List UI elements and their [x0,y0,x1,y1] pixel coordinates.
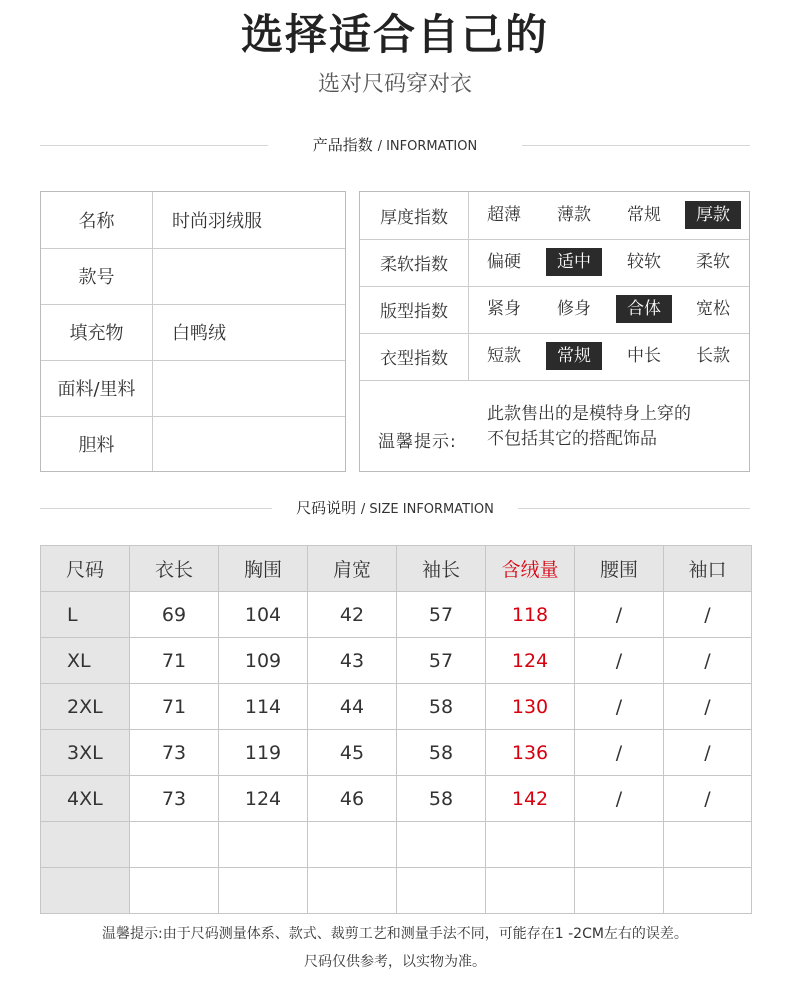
table-row [41,730,752,776]
size-cell: 4XL [41,776,130,822]
info-row [41,304,345,361]
table-cell: / [664,638,752,684]
index-option: 宽松 [696,299,730,319]
column-header: 腰围 [575,546,664,592]
info-key: 填充物 [41,304,153,360]
tip-text [487,402,691,452]
section-title: 产品指数 [312,136,373,154]
index-row-softness [360,239,749,287]
table-cell [308,868,397,914]
table-row [41,684,752,730]
index-option: 中长 [627,346,661,366]
table-cell: / [575,638,664,684]
table-cell [397,868,486,914]
table-cell: / [664,776,752,822]
info-key: 胆料 [41,416,153,471]
size-cell: XL [41,638,130,684]
table-cell [664,868,752,914]
table-cell: 43 [308,638,397,684]
info-value: 时尚羽绒服 [172,211,262,232]
index-option: 短款 [487,346,521,366]
table-cell: 45 [308,730,397,776]
info-row [41,416,345,471]
table-cell: 57 [397,638,486,684]
table-cell: 142 [486,776,575,822]
footer-note: 尺码仅供参考，以实物为准。 [304,954,486,970]
index-option-selected: 适中 [546,248,602,276]
index-option: 薄款 [557,205,591,225]
info-key: 面料/里料 [41,360,153,416]
section-title: 尺码说明 [296,499,357,517]
size-cell: L [41,592,130,638]
column-header: 袖口 [664,546,752,592]
index-option-selected: 厚款 [685,201,741,229]
table-cell [219,868,308,914]
table-cell: 136 [486,730,575,776]
index-row-length [360,333,749,381]
index-option: 修身 [557,299,591,319]
section-subtitle: / INFORMATION [377,139,478,154]
table-cell: 114 [219,684,308,730]
index-label: 衣型指数 [360,333,469,380]
table-row [41,868,752,914]
index-option: 超薄 [487,205,521,225]
index-option-selected: 合体 [616,295,672,323]
index-option: 偏硬 [487,252,521,272]
size-cell [41,822,130,868]
table-cell [308,822,397,868]
info-row [41,248,345,305]
table-cell: / [575,730,664,776]
section-subtitle: / SIZE INFORMATION [360,502,494,517]
table-cell: 58 [397,684,486,730]
info-key: 款号 [41,248,153,304]
index-option: 较软 [627,252,661,272]
table-cell [130,868,219,914]
footer-note: 温馨提示:由于尺码测量体系、款式、裁剪工艺和测量手法不同，可能存在1 -2CM左右的误差。 [102,926,688,942]
column-header: 尺码 [41,546,130,592]
column-header: 袖长 [397,546,486,592]
index-option: 长款 [696,346,730,366]
table-row [41,776,752,822]
table-cell: 69 [130,592,219,638]
tip-line: 此款售出的是模特身上穿的 [487,404,691,424]
table-row [41,822,752,868]
table-cell: / [575,684,664,730]
product-info-table [40,191,346,472]
table-cell [219,822,308,868]
index-row-fit [360,286,749,334]
table-cell: 42 [308,592,397,638]
size-table [40,545,752,914]
table-cell: 71 [130,684,219,730]
tip-label: 温馨提示: [378,432,457,452]
table-row [41,638,752,684]
info-key: 名称 [41,192,153,248]
table-cell: 119 [219,730,308,776]
table-row [41,592,752,638]
table-cell: 46 [308,776,397,822]
table-cell: 44 [308,684,397,730]
info-row [41,192,345,249]
size-cell [41,868,130,914]
table-cell [486,868,575,914]
size-section-header [40,498,750,518]
table-cell [575,868,664,914]
index-label: 柔软指数 [360,239,469,286]
index-label: 厚度指数 [360,192,469,239]
size-cell: 3XL [41,730,130,776]
table-cell: / [664,592,752,638]
product-index-table [359,191,750,472]
column-header-down-content: 含绒量 [486,546,575,592]
table-cell: 104 [219,592,308,638]
page-title: 选择适合自己的 [240,10,549,59]
table-cell: 58 [397,776,486,822]
column-header: 胸围 [219,546,308,592]
table-cell [664,822,752,868]
index-label: 版型指数 [360,286,469,333]
index-option-selected: 常规 [546,342,602,370]
table-cell: 109 [219,638,308,684]
product-section-header [40,135,750,155]
column-header: 衣长 [130,546,219,592]
table-cell: / [664,684,752,730]
info-row [41,360,345,417]
index-option: 紧身 [487,299,521,319]
column-header: 肩宽 [308,546,397,592]
table-cell: 58 [397,730,486,776]
table-cell: 124 [486,638,575,684]
table-cell [486,822,575,868]
table-cell [397,822,486,868]
table-cell: 130 [486,684,575,730]
table-header-row [41,546,752,592]
size-cell: 2XL [41,684,130,730]
table-cell: 73 [130,776,219,822]
index-option: 柔软 [696,252,730,272]
table-cell: 71 [130,638,219,684]
table-cell: 118 [486,592,575,638]
table-cell: 124 [219,776,308,822]
index-option: 常规 [627,205,661,225]
tip-line: 不包括其它的搭配饰品 [487,429,657,449]
page-subtitle: 选对尺码穿对衣 [317,72,472,97]
index-row-thickness [360,192,749,240]
table-cell [575,822,664,868]
table-cell: 73 [130,730,219,776]
table-cell: / [664,730,752,776]
table-cell [130,822,219,868]
info-value: 白鸭绒 [172,323,226,344]
table-cell: / [575,592,664,638]
table-cell: / [575,776,664,822]
size-table-body [41,592,752,914]
table-cell: 57 [397,592,486,638]
